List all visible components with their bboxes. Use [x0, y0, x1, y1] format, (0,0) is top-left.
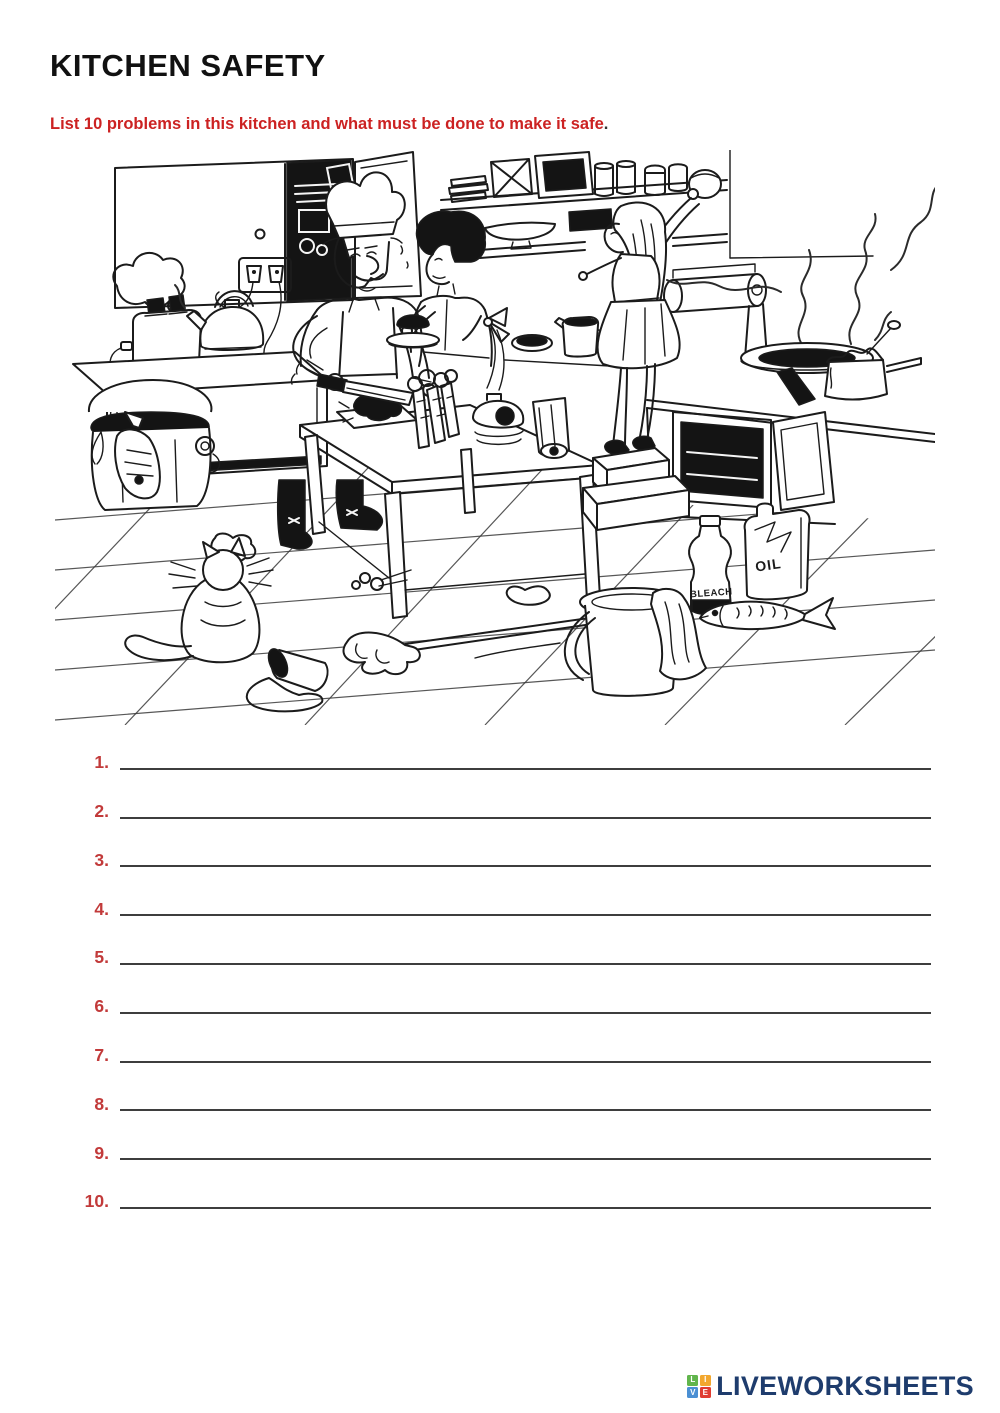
- chef-boots: [278, 480, 383, 549]
- answer-line-5[interactable]: [120, 963, 931, 965]
- wall-corner: [730, 150, 873, 258]
- answer-line-7[interactable]: [120, 1061, 931, 1063]
- answer-number: 1.: [94, 752, 109, 773]
- counter-bowl-and-jug: [505, 317, 610, 366]
- liveworksheets-logo[interactable]: [687, 1371, 974, 1402]
- instruction-text: [50, 115, 608, 134]
- answer-line-4[interactable]: [120, 914, 931, 916]
- answer-row-8: [75, 1065, 931, 1114]
- answer-number: 7.: [94, 1045, 109, 1066]
- answer-row-6: [75, 967, 931, 1016]
- rubbish-bin: [89, 380, 255, 562]
- instruction-period: .: [603, 115, 609, 133]
- answer-row-4: [75, 869, 931, 918]
- answer-number: 8.: [94, 1093, 109, 1114]
- logo-tile-e: E: [700, 1387, 711, 1398]
- answer-line-9[interactable]: [120, 1158, 931, 1160]
- oil-label: OIL: [754, 555, 783, 575]
- page-title: KITCHEN SAFETY: [50, 48, 326, 83]
- answer-list: [75, 723, 931, 1211]
- answer-line-10[interactable]: [120, 1207, 931, 1209]
- logo-tile-l: L: [687, 1375, 698, 1386]
- answer-row-1: [75, 723, 931, 772]
- answer-number: 6.: [94, 996, 109, 1017]
- oil-can: [745, 504, 810, 600]
- logo-text: LIVEWORKSHEETS: [716, 1371, 974, 1401]
- answer-number: 3.: [94, 849, 109, 870]
- cat: [125, 538, 273, 662]
- answer-line-2[interactable]: [120, 817, 931, 819]
- logo-tile-v: V: [687, 1387, 698, 1398]
- answer-number: 10.: [84, 1191, 109, 1212]
- answer-number: 9.: [94, 1142, 109, 1163]
- answer-number: 5.: [94, 947, 109, 968]
- answer-number: 4.: [94, 898, 109, 919]
- liveworksheets-grid-icon: [687, 1375, 711, 1399]
- kitchen-illustration: [55, 150, 935, 725]
- answer-row-10: [75, 1162, 931, 1211]
- answer-line-8[interactable]: [120, 1109, 931, 1111]
- answer-line-3[interactable]: [120, 865, 931, 867]
- stove-and-oven: [647, 400, 935, 524]
- answer-row-9: [75, 1113, 931, 1162]
- bucket: [565, 588, 706, 696]
- answer-row-7: [75, 1016, 931, 1065]
- bleach-bottle: [689, 516, 733, 615]
- floor-spill: [475, 586, 560, 658]
- answer-number: 2.: [94, 801, 109, 822]
- logo-tile-i: I: [700, 1375, 711, 1386]
- instruction-main: List 10 problems in this kitchen and what must be done to make it safe: [50, 115, 604, 133]
- high-shelf: [441, 152, 727, 210]
- answer-row-5: [75, 918, 931, 967]
- second-shelf: [480, 209, 727, 258]
- answer-row-2: [75, 772, 931, 821]
- answer-line-6[interactable]: [120, 1012, 931, 1014]
- bleach-label: BLEACH: [689, 586, 733, 601]
- answer-line-1[interactable]: [120, 768, 931, 770]
- answer-row-3: [75, 821, 931, 870]
